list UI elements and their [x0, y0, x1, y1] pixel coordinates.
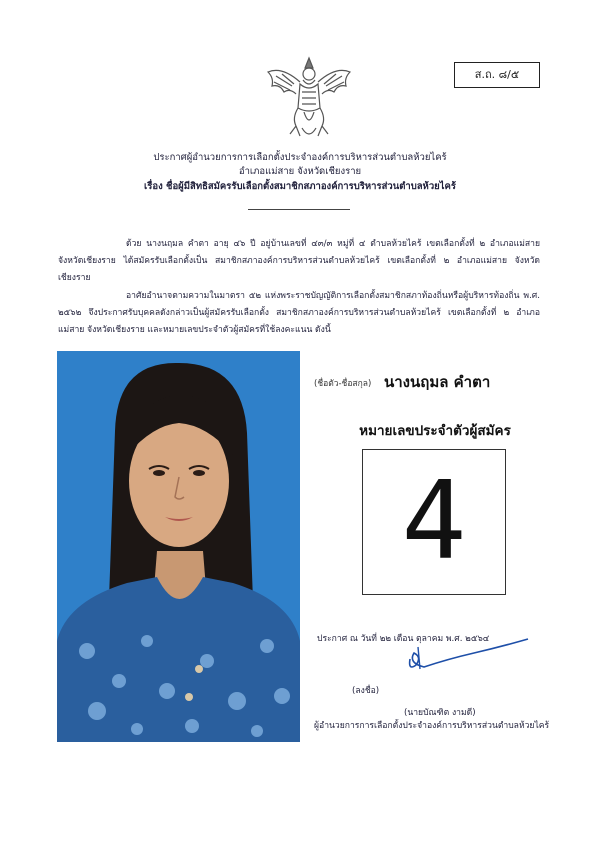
- signer-position: ผู้อำนวยการการเลือกตั้งประจำองค์การบริหารส่วนตำบลห้วยไคร้: [314, 721, 550, 731]
- candidate-name-label: (ชื่อตัว-ชื่อสกุล): [314, 379, 372, 389]
- body-paragraph-2: อาศัยอำนาจตามความในมาตรา ๕๒ แห่งพระราชบัญญัติการเลือกตั้งสมาชิกสภาท้องถิ่นหรือผู้บริหารท้องถิ่น พ.ศ. ๒๕๖๒ จึงประกาศรับบุคคลดังกล่าวเป็นผู้สมัครรับเลือกตั้ง สมาชิกสภาองค์การบริหารส่วนตำบลห้วยไคร้ เขตเลือกตั้งที่ ๒ อำเภอแม่สาย จังหวัดเชียงราย และหมายเลขประจำตัวผู้สมัครที่ใช้ลงคะแนน ดังนี้: [58, 291, 540, 335]
- body-paragraph-1: ด้วย นางนฤมล คำตา อายุ ๔๖ ปี อยู่บ้านเลขที่ ๔๓/๓ หมู่ที่ ๔ ตำบลห้วยไคร้ เขตเลือกตั้งที่ ๒ อำเภอแม่สาย จังหวัดเชียงราย ได้สมัครรับเลือกตั้งเป็น สมาชิกสภาองค์การบริหารส่วนตำบลห้วยไคร้ เขตเลือกตั้งที่ ๒ อำเภอแม่สาย จังหวัดเชียงราย: [58, 239, 540, 283]
- signer-name: (นายบัณฑิต งามดี): [404, 708, 476, 718]
- header-line-2: อำเภอแม่สาย จังหวัดเชียงราย: [238, 166, 362, 177]
- candidate-number-title: หมายเลขประจำตัวผู้สมัคร: [359, 423, 511, 439]
- candidate-number: 4: [362, 449, 506, 595]
- form-number: ส.ถ. ๘/๕: [454, 62, 540, 88]
- garuda-emblem-icon: [262, 52, 356, 142]
- sign-label: (ลงชื่อ): [352, 686, 380, 696]
- signature: [404, 635, 532, 677]
- candidate-name: นางนฤมล คำตา: [384, 373, 491, 391]
- announce-date: ประกาศ ณ วันที่ ๒๒ เดือน ตุลาคม พ.ศ. ๒๕๖๔: [317, 634, 490, 644]
- header-divider: [248, 209, 350, 210]
- candidate-photo: [57, 351, 300, 742]
- header-subject: เรื่อง ชื่อผู้มีสิทธิสมัครรับเลือกตั้งสมาชิกสภาองค์การบริหารส่วนตำบลห้วยไคร้: [144, 181, 456, 192]
- header-line-1: ประกาศผู้อำนวยการการเลือกตั้งประจำองค์การบริหารส่วนตำบลห้วยไคร้: [153, 152, 447, 163]
